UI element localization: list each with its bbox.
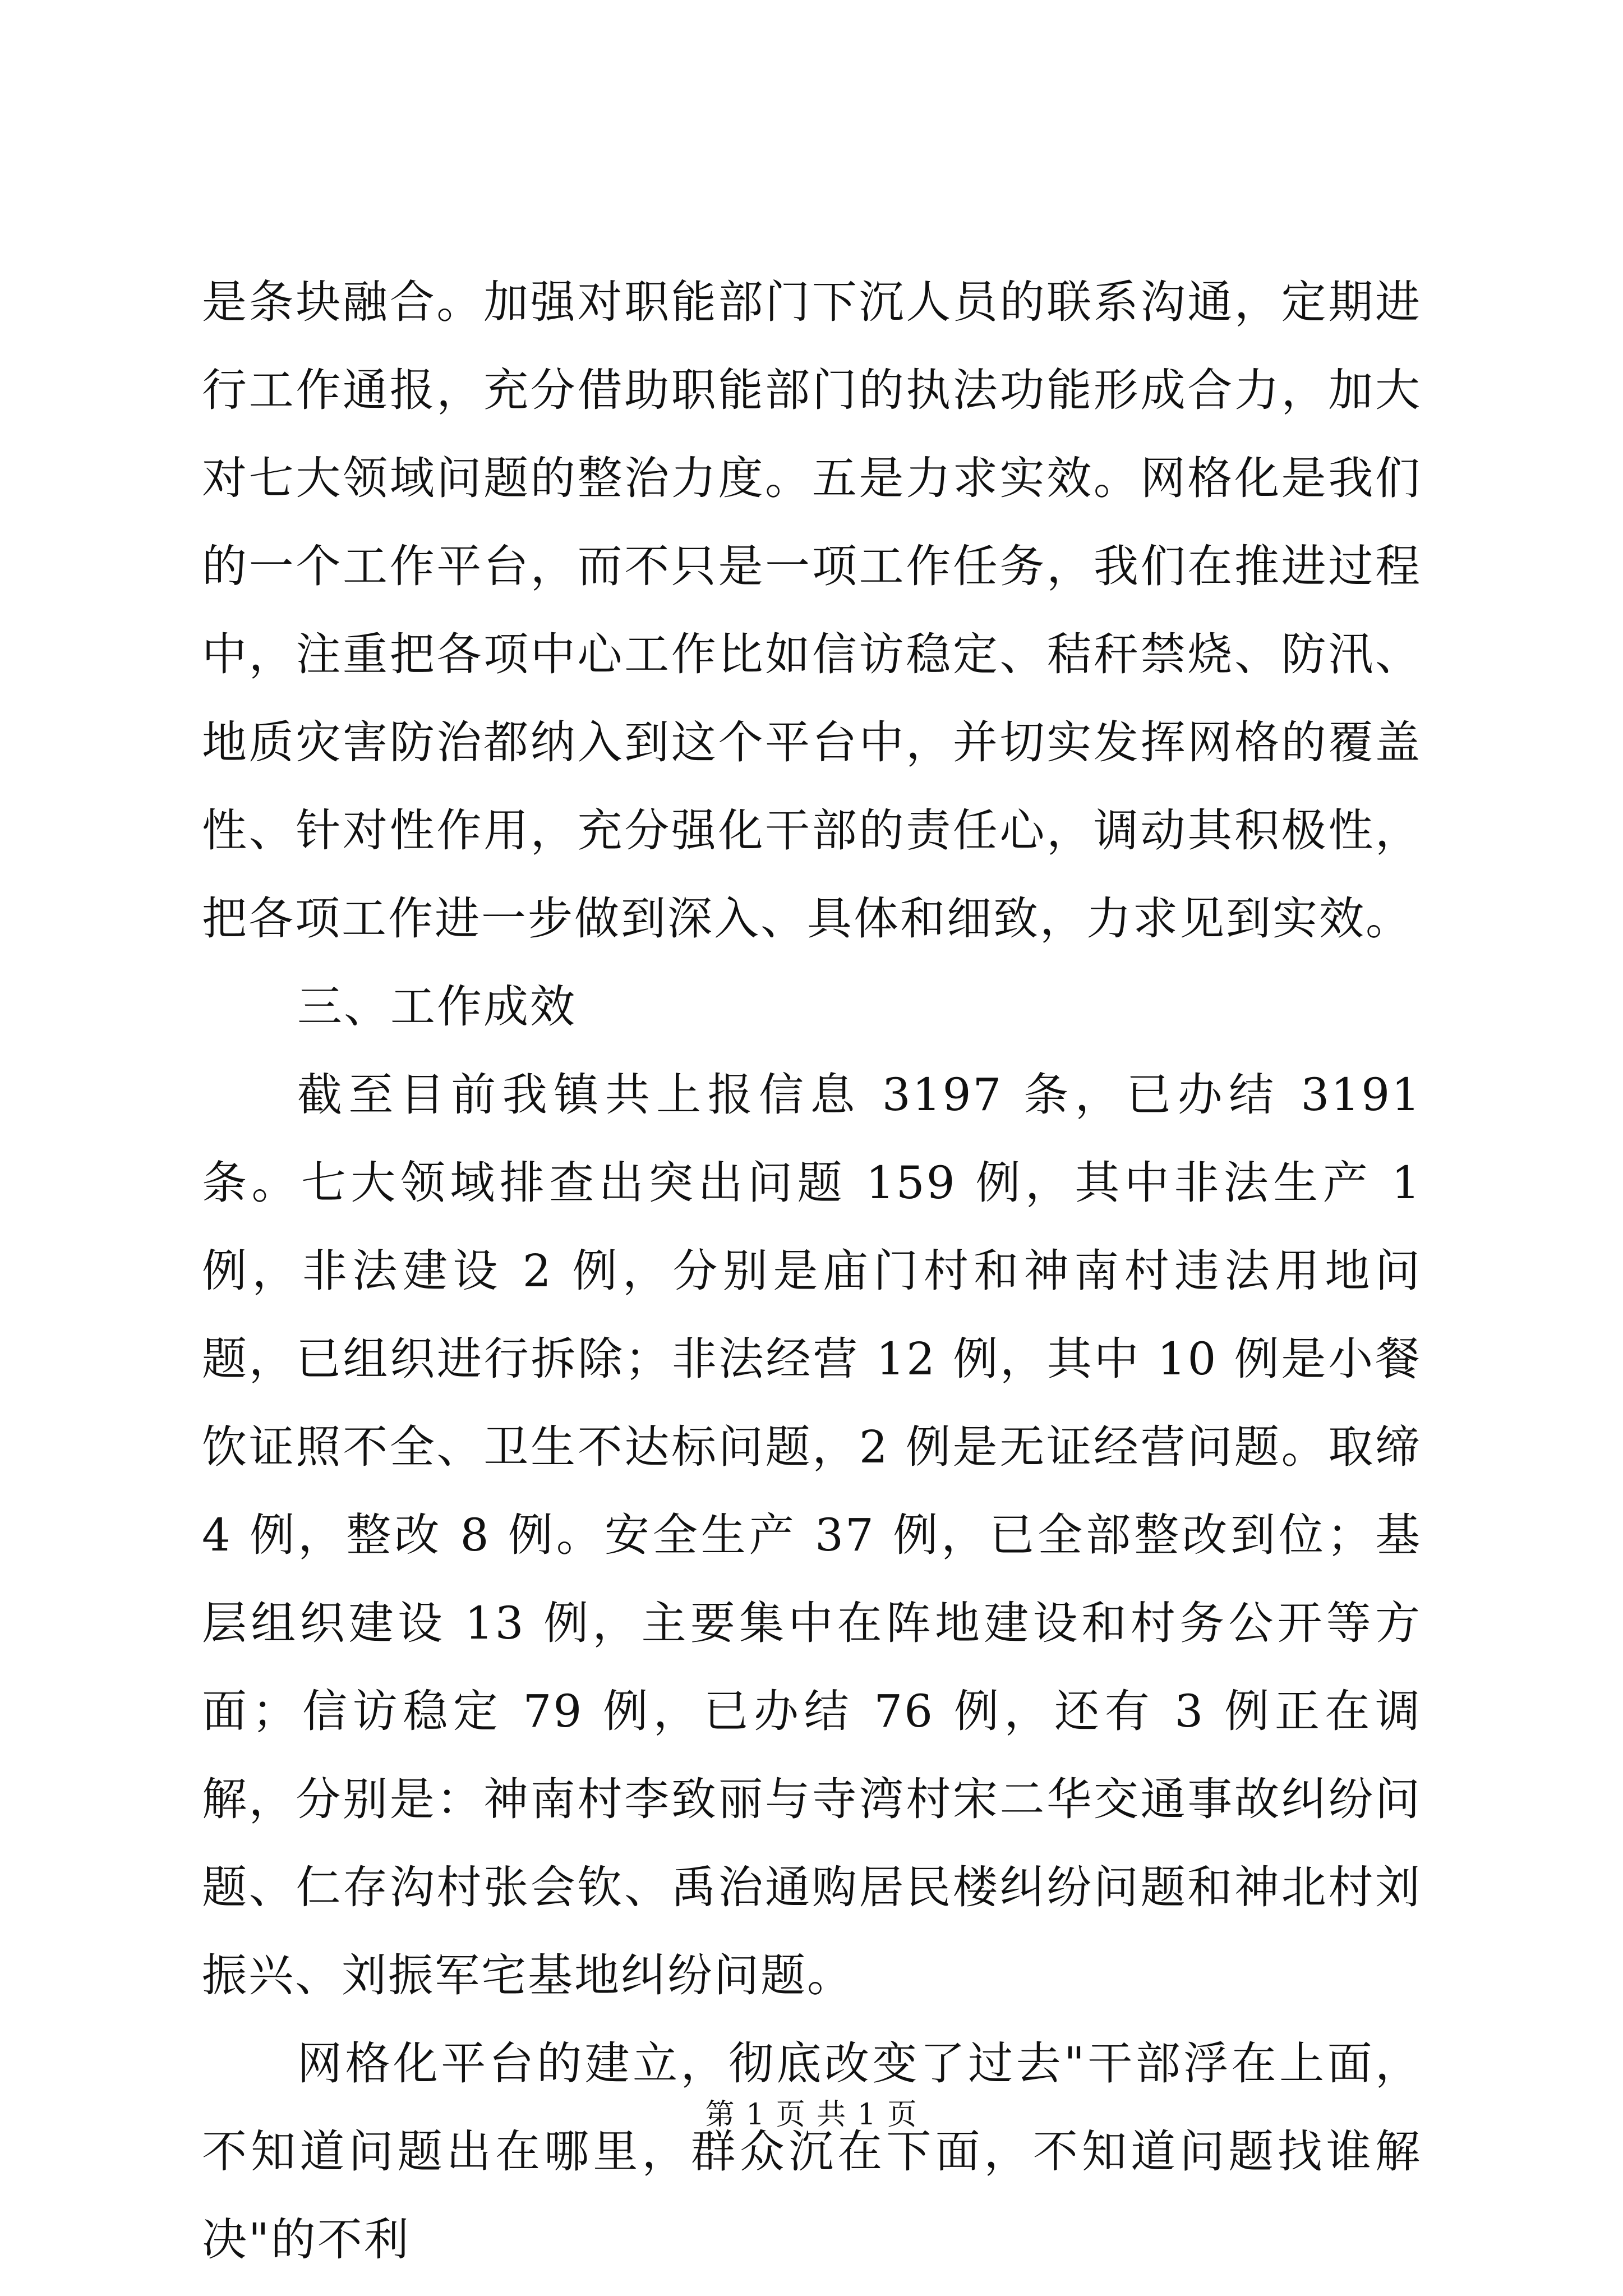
paragraph-continuation: 是条块融合。加强对职能部门下沉人员的联系沟通，定期进行工作通报，充分借助职能部门的执法功能形成合力，加大对七大领域问题的整治力度。五是力求实效。网格化是我们的一个工作平台，而不只是一项工作任务，我们在推进过程中，注重把各项中心工作比如信访稳定、秸秆禁烧、防汛、地质灾害防治都纳入到这个平台中，并切实发挥网格的覆盖性、针对性作用，充分强化干部的责任心，调动其积极性，把各项工作进一步做到深入、具体和细致，力求见到实效。 [202, 276, 1422, 945]
paragraph-results: 截至目前我镇共上报信息 3197 条，已办结 3191 条。七大领域排查出突出问题 159 例，其中非法生产 1 例，非法建设 2 例，分别是庙门村和神南村违法用地问题，已组织进行拆除；非法经营 12 例，其中 10 例是小餐饮证照不全、卫生不达标问题，2 例是无证经营问题。取缔 4 例，整改 8 例。安全生产 37 例，已全部整改到位；基层组织建设 13 例，主要集中在阵地建设和村务公开等方面；信访稳定 79 例，已办结 76 例，还有 3 例正在调解，分别是：神南村李致丽与寺湾村宋二华交通事故纠纷问题、仁存沟村张会钦、禹治通购居民楼纠纷问题和神北村刘振兴、刘振军宅基地纠纷问题。 [202, 1069, 1422, 2001]
paragraph-platform: 网格化平台的建立，彻底改变了过去"干部浮在上面，不知道问题出在哪里，群众沉在下面，不知道问题找谁解决"的不利 [202, 2037, 1422, 2266]
section-heading: 三、工作成效 [297, 981, 577, 1033]
document-body [202, 258, 1422, 2284]
page-footer: 第 1 页 共 1 页 [705, 2098, 918, 2132]
